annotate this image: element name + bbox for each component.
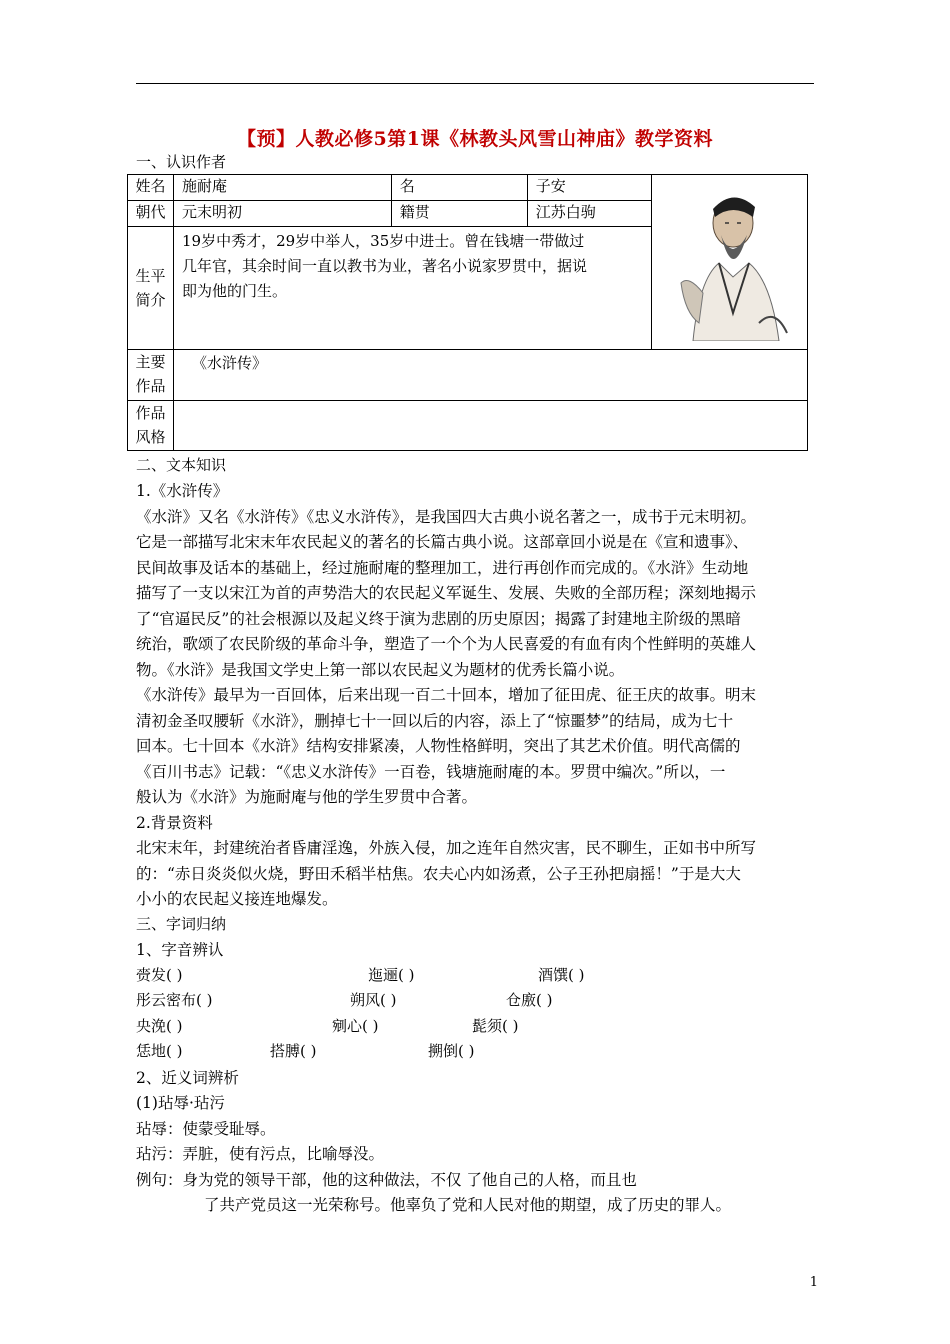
dynasty-value: 元末明初: [174, 201, 392, 227]
paragraph-line: 北宋末年，封建统治者昏庸淫逸，外族入侵，加之连年自然灾害，民不聊生，正如书中所写: [136, 839, 757, 857]
style-label: 作品风格: [128, 401, 174, 451]
paragraph-line: 描写了一支以宋江为首的声势浩大的农民起义军诞生、发展、失败的全部历程；深刻地揭示: [136, 584, 757, 602]
definition-line: 玷污：弄脏，使有污点，比喻辱没。: [136, 1145, 385, 1163]
pron-item: 赍发( ): [136, 966, 183, 984]
subheading: 1、字音辨认: [136, 941, 224, 959]
paragraph-line: 《百川书志》记载：“《忠义水浒传》一百卷，钱塘施耐庵的本。罗贯中编次。”所以，一: [136, 763, 726, 781]
paragraph-line: 民间故事及话本的基础上，经过施耐庵的整理加工，进行再创作而完成的。《水浒》生动地: [136, 559, 749, 577]
paragraph-line: 般认为《水浒》为施耐庵与他的学生罗贯中合著。: [136, 788, 478, 806]
subheading: (1)玷辱·玷污: [136, 1094, 225, 1112]
paragraph-line: 的：“赤日炎炎似火烧，野田禾稻半枯焦。农夫心内如汤煮，公子王孙把扇摇！”于是大大: [136, 865, 741, 883]
origin-value: 江苏白驹: [527, 201, 651, 227]
example-line: 了共产党员这一光荣称号。他辜负了党和人民对他的期望，成了历史的罪人。: [204, 1196, 732, 1214]
definition-line: 玷辱：使蒙受耻辱。: [136, 1120, 276, 1138]
pron-item: 搠倒( ): [428, 1042, 475, 1060]
pron-item: 仓廒( ): [506, 991, 553, 1009]
paragraph-line: 清初金圣叹腰斩《水浒》，删掉七十一回以后的内容，添上了“惊噩梦”的结局，成为七十: [136, 712, 734, 730]
paragraph-line: 了“官逼民反”的社会根源以及起义终于演为悲剧的历史原因；揭露了封建地主阶级的黑暗: [136, 610, 741, 628]
section2-heading: 二、文本知识: [136, 456, 227, 474]
paragraph-line: 回本。七十回本《水浒》结构安排紧凑，人物性格鲜明，突出了其艺术价值。明代高儒的: [136, 737, 741, 755]
bio-line: 几年官，其余时间一直以教书为业，著名小说家罗贯中，据说: [182, 257, 588, 275]
given-label: 名: [391, 175, 527, 201]
dynasty-label: 朝代: [128, 201, 174, 227]
bio-label: 生平简介: [128, 227, 174, 350]
paragraph-line: 《水浒传》最早为一百回体，后来出现一百二十回本，增加了征田虎、征王庆的故事。明末: [136, 686, 757, 704]
subheading: 2.背景资料: [136, 814, 213, 832]
portrait-cell: [651, 175, 807, 350]
pron-item: 迤逦( ): [368, 966, 415, 984]
paragraph-line: 小小的农民起义接连地爆发。: [136, 890, 338, 908]
pron-item: 剜心( ): [332, 1017, 379, 1035]
paragraph-line: 物。《水浒》是我国文学史上第一部以农民起义为题材的优秀长篇小说。: [136, 661, 625, 679]
pron-item: 髭须( ): [472, 1017, 519, 1035]
document-title: 【预】人教必修5第1课《林教头风雪山神庙》教学资料: [237, 128, 713, 150]
author-table: [127, 174, 808, 451]
bio-line: 19岁中秀才，29岁中举人，35岁中进士。曾在钱塘一带做过: [182, 232, 585, 250]
section1-heading: 一、认识作者: [136, 153, 227, 171]
bio-value: [174, 227, 652, 350]
pron-item: 央浼( ): [136, 1017, 183, 1035]
subheading: 1.《水浒传》: [136, 482, 229, 500]
example-line: 例句：身为党的领导干部，他的这种做法，不仅 了他自己的人格，而且也: [136, 1171, 637, 1189]
origin-label: 籍贯: [391, 201, 527, 227]
author-portrait-image: [663, 183, 795, 341]
bio-line: 即为他的门生。: [182, 282, 288, 300]
paragraph-line: 它是一部描写北宋末年农民起义的著名的长篇古典小说。这部章回小说是在《宣和遗事》、: [136, 533, 749, 551]
name-label: 姓名: [128, 175, 174, 201]
given-value: 子安: [527, 175, 651, 201]
pron-item: 朔风( ): [350, 991, 397, 1009]
paragraph-line: 《水浒》又名《水浒传》《忠义水浒传》，是我国四大古典小说名著之一，成书于元末明初。: [136, 508, 757, 526]
header-rule: [136, 83, 814, 84]
paragraph-line: 统治，歌颂了农民阶级的革命斗争，塑造了一个个为人民喜爱的有血有肉个性鲜明的英雄人: [136, 635, 757, 653]
style-value: [174, 401, 808, 451]
section3-heading: 三、字词归纳: [136, 915, 227, 933]
works-label: 主要作品: [128, 350, 174, 401]
page-number: 1: [809, 1275, 818, 1290]
pron-item: 恁地( ): [136, 1042, 183, 1060]
subheading: 2、近义词辨析: [136, 1069, 239, 1087]
name-value: 施耐庵: [174, 175, 392, 201]
works-value: 《水浒传》: [174, 350, 808, 401]
pron-item: 搭膊( ): [270, 1042, 317, 1060]
pron-item: 酒馔( ): [538, 966, 585, 984]
pron-item: 彤云密布( ): [136, 991, 213, 1009]
